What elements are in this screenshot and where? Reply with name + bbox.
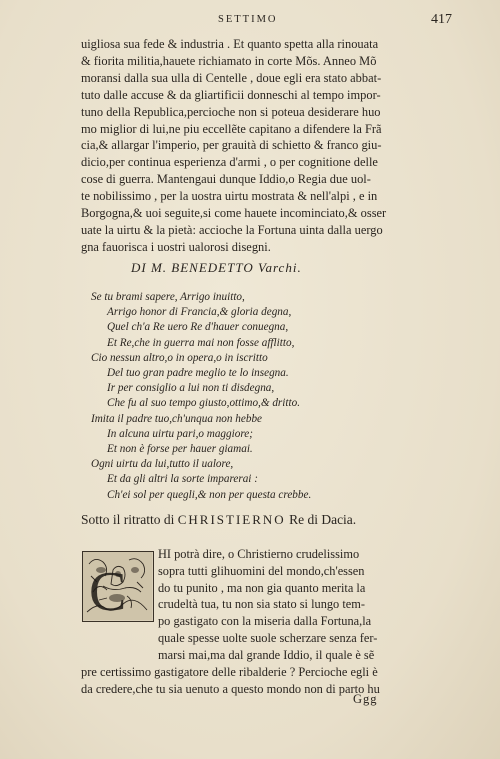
- prose-line: da credere,che tu sia uenuto a questo mondo non di parto hu: [81, 681, 380, 696]
- poem-line: Quel ch'a Re uero Re d'hauer conuegna,: [107, 321, 289, 334]
- prose-line: gna fauorisca i uostri ualorosi disegni.: [81, 239, 271, 254]
- paragraph-beside-initial: [158, 546, 423, 664]
- poem-line: Et Re,che in guerra mai non fosse afflitto,: [107, 336, 295, 349]
- prose-line: tuno della Republica,percioche non si poteua desiderare huo: [81, 104, 381, 119]
- woodcut-illustration-icon: [83, 552, 152, 620]
- page-number: 417: [431, 12, 452, 27]
- poem-line: Ch'ei sol per quegli,& non per questa crebbe.: [107, 488, 312, 501]
- prose-line: marsi mai,ma dal grande Iddio, il quale è sẽ: [158, 647, 375, 662]
- poem-line: Arrigo honor di Francia,& gloria degna,: [107, 306, 292, 319]
- prose-line: HI potrà dire, o Christierno crudelissimo: [158, 547, 360, 561]
- portrait-heading-prefix: Sotto il ritratto di: [81, 512, 175, 527]
- poem-line: Se tu brami sapere, Arrigo inuitto,: [91, 291, 245, 303]
- poem-heading: DI M. BENEDETTO Varchi.: [131, 260, 302, 275]
- prose-line: uate la uirtu & la pietà: accioche la Fortuna uinta dalla uergo: [81, 222, 383, 237]
- portrait-heading: [81, 512, 356, 528]
- prose-line: cose di guerra. Mantengaui dunque Iddio,o Regia due uol-: [81, 172, 371, 187]
- portrait-heading-suffix: Re di Dacia.: [289, 512, 357, 527]
- initial-letter: C: [89, 561, 127, 620]
- portrait-heading-name: CHRISTIERNO: [177, 512, 286, 527]
- poem-line: Ir per consiglio a lui non ti disdegna,: [107, 382, 275, 395]
- prose-line: po gastigato con la miseria dalla Fortuna,la: [158, 614, 372, 629]
- poem-line: Et non è forse per hauer giamai.: [107, 443, 253, 456]
- sonnet: [91, 290, 411, 503]
- prose-line: uigliosa sua fede & industria . Et quanto spetta alla rinouata: [81, 37, 379, 51]
- prose-line: cia,& allargar l'imperio, per grauità di schietto & franco giu-: [81, 138, 382, 153]
- prose-line: dicio,per continua esperienza d'armi , o per cognitione delle: [81, 155, 378, 170]
- poem-line: Imita il padre tuo,ch'unqua non hebbe: [91, 412, 263, 425]
- prose-line: sopra tutti glihuomini del mondo,ch'essen: [158, 563, 365, 578]
- prose-line: tuto dalle accuse & da gliartificii donneschi al tempo impor-: [81, 87, 381, 102]
- prose-line: quale spesse uolte suole scherzare senza fer-: [158, 630, 378, 645]
- poem-line: Et da gli altri la sorte imparerai :: [107, 473, 258, 486]
- prose-line: Borgogna,& uoi seguite,si come hauete incominciato,& osser: [81, 206, 387, 221]
- prose-line: moransi dalla sua ulla di Centelle , doue egli era stato abbat-: [81, 70, 382, 85]
- decorated-initial: [82, 551, 154, 622]
- prose-line: crudeltà tua, tu non sia stato si lungo tem-: [158, 597, 365, 612]
- poem-line: Che fu al suo tempo giusto,ottimo,& dritto.: [107, 397, 300, 410]
- poem-line: Ogni uirtu da lui,tutto il ualore,: [91, 458, 234, 471]
- signature-mark: Ggg: [353, 692, 378, 706]
- poem-line: In alcuna uirtu pari,o maggiore;: [107, 427, 253, 440]
- poem-line: Del tuo gran padre meglio te lo insegna.: [107, 367, 289, 380]
- prose-paragraph: [81, 36, 421, 256]
- prose-line: & fiorita militia,hauete richiamato in corte Mõs. Anneo Mõ: [81, 53, 377, 68]
- poem-line: Cio nessun altro,o in opera,o in iscritto: [91, 351, 268, 364]
- prose-line: do tu punito , ma non gia quanto merita la: [158, 580, 366, 595]
- running-title: SETTIMO: [218, 14, 278, 25]
- prose-line: te nobilissimo , per la uostra uirtu mostrata & nell'alpi , e in: [81, 189, 378, 204]
- prose-line: mo miglior di lui,ne piu eccellẽte capitano a difendere la Frã: [81, 121, 382, 136]
- running-head: [0, 14, 500, 34]
- prose-line: pre certissimo gastigatore delle ribalderie ? Percioche egli è: [81, 665, 378, 679]
